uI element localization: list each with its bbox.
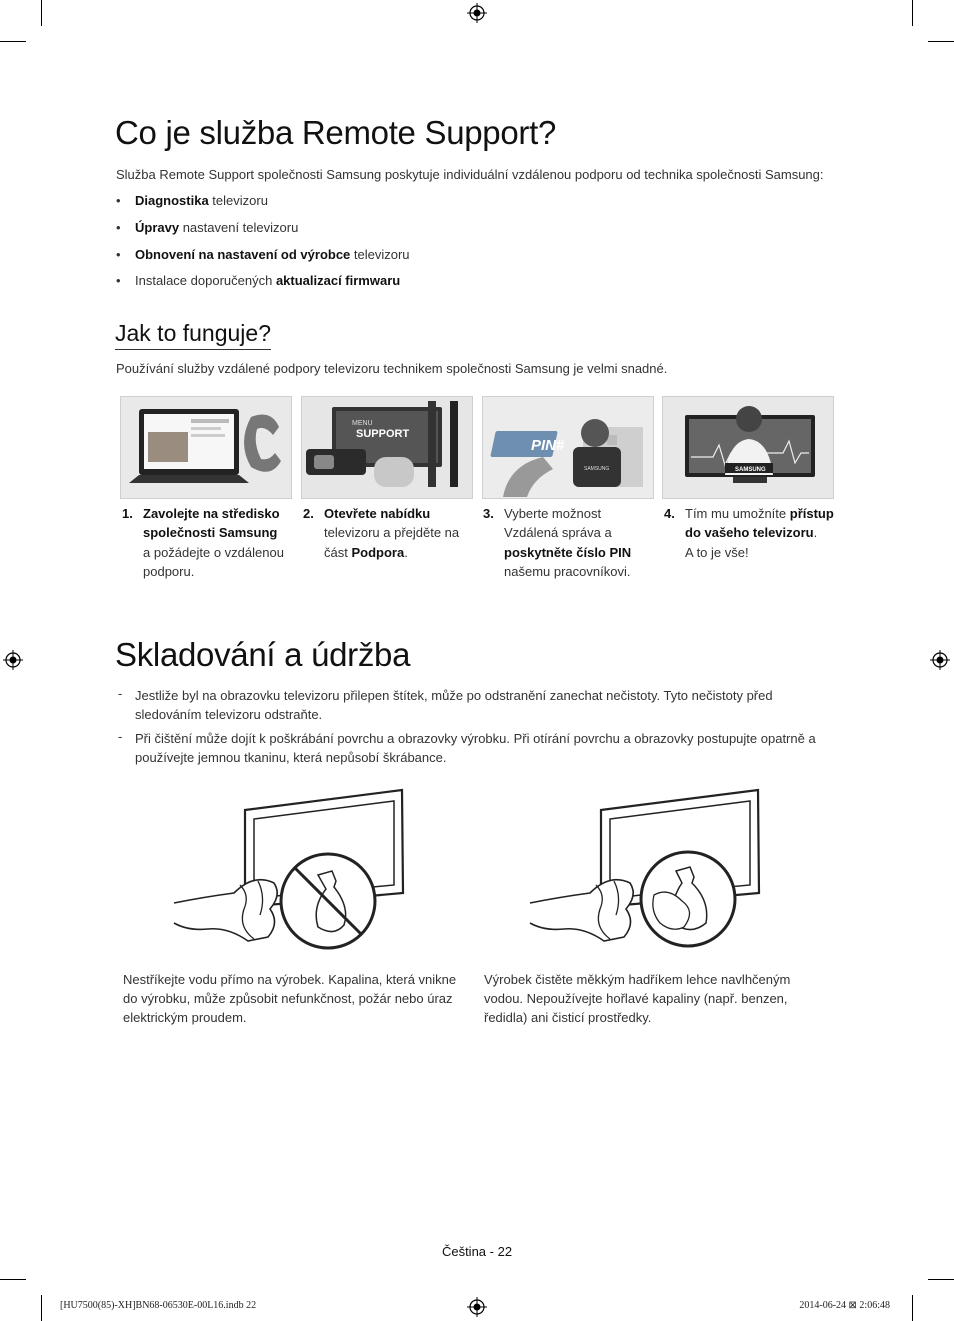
step2-illustration bbox=[301, 396, 473, 499]
caption-soft-cloth: Výrobek čistěte měkkým hadříkem lehce navlhčeným vodou. Nepoužívejte hořlavé kapaliny (např. benzen, ředidla) ani čisticí prostředky. bbox=[484, 972, 791, 1025]
crop-mark bbox=[928, 41, 954, 42]
step3-pin-label: PIN# bbox=[531, 437, 565, 454]
step4-brand-label: SAMSUNG bbox=[735, 467, 766, 473]
print-timestamp: 2014-06-24 ⊠ 2:06:48 bbox=[799, 1300, 890, 1311]
crop-mark bbox=[928, 1279, 954, 1280]
soft-cloth-illustration bbox=[526, 785, 766, 955]
step1-illustration bbox=[120, 396, 292, 499]
crop-mark bbox=[0, 1279, 26, 1280]
registration-mark-icon bbox=[3, 650, 23, 670]
registration-mark-icon bbox=[467, 1297, 487, 1317]
registration-mark-icon bbox=[467, 3, 487, 23]
step3-brand-label: SAMSUNG bbox=[584, 466, 610, 472]
file-slug: [HU7500(85)-XH]BN68-06530E-00L16.indb 22 bbox=[60, 1300, 257, 1311]
step2-menu-label: MENU bbox=[352, 420, 373, 427]
crop-mark bbox=[912, 0, 913, 26]
registration-mark-icon bbox=[930, 650, 950, 670]
section-title-storage: Skladování a údržba bbox=[115, 636, 411, 673]
no-spray-illustration bbox=[170, 785, 410, 955]
step2-support-label: SUPPORT bbox=[356, 428, 410, 440]
caption-no-spray: Nestříkejte vodu přímo na výrobek. Kapalina, která vnikne do výrobku, může způsobit nefunkčnost, požár nebo úraz elektrickým proudem. bbox=[123, 972, 457, 1025]
crop-mark bbox=[41, 1295, 42, 1321]
page-number: Čeština - 22 bbox=[441, 1244, 513, 1259]
step3-illustration bbox=[482, 396, 654, 499]
section-title-how: Jak to funguje? bbox=[115, 320, 271, 350]
section-title-remote-support: Co je služba Remote Support? bbox=[115, 114, 557, 151]
crop-mark bbox=[41, 0, 42, 26]
crop-mark bbox=[0, 41, 26, 42]
step4-illustration bbox=[662, 396, 834, 499]
crop-mark bbox=[912, 1295, 913, 1321]
remote-intro: Služba Remote Support společnosti Samsung poskytuje individuální vzdálenou podporu od technika společnosti Samsung: bbox=[116, 167, 824, 182]
how-intro: Používání služby vzdálené podpory televizoru technikem společnosti Samsung je velmi snadné. bbox=[116, 361, 668, 376]
